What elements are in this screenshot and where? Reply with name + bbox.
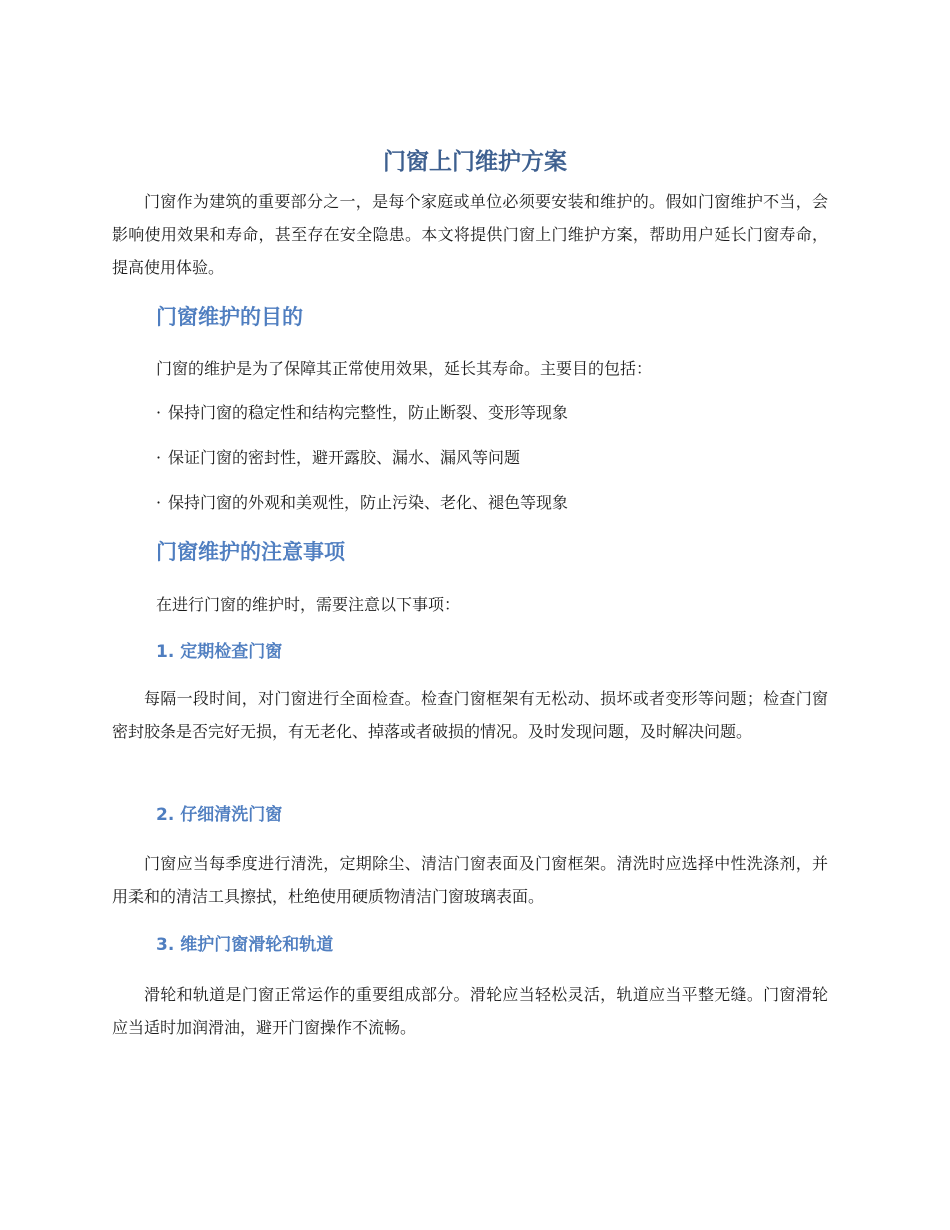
document-title: 门窗上门维护方案 — [383, 149, 567, 175]
bullet-item — [156, 401, 836, 425]
bullet-text: 保持门窗的稳定性和结构完整性，防止断裂、变形等现象 — [168, 403, 569, 422]
bullet-marker: · — [156, 493, 162, 512]
subsection-body-clean: 门窗应当每季度进行清洗，定期除尘、清洁门窗表面及门窗框架。清洗时应选择中性洗涤剂，并用柔和的清洁工具擦拭，杜绝使用硬质物清洁门窗玻璃表面。 — [112, 854, 828, 906]
bullet-marker: · — [156, 448, 162, 467]
precautions-lead-text: 在进行门窗的维护时，需要注意以下事项： — [156, 595, 461, 614]
intro-paragraph: 门窗作为建筑的重要部分之一，是每个家庭或单位必须要安装和维护的。假如门窗维护不当，会影响使用效果和寿命，甚至存在安全隐患。本文将提供门窗上门维护方案，帮助用户延长门窗寿命，提高使用体验。 — [112, 192, 828, 277]
subsection-heading-inspect: 1. 定期检查门窗 — [156, 642, 283, 662]
bullet-text: 保证门窗的密封性，避开露胶、漏水、漏风等问题 — [168, 448, 521, 467]
section-heading-purpose: 门窗维护的目的 — [156, 305, 303, 329]
bullet-item — [156, 491, 836, 515]
subsection-heading-pulley: 3. 维护门窗滑轮和轨道 — [156, 935, 334, 955]
subsection-body-pulley: 滑轮和轨道是门窗正常运作的重要组成部分。滑轮应当轻松灵活，轨道应当平整无缝。门窗滑轮应当适时加润滑油，避开门窗操作不流畅。 — [112, 985, 828, 1037]
bullet-item — [156, 446, 836, 470]
bullet-marker: · — [156, 403, 162, 422]
section-heading-precautions: 门窗维护的注意事项 — [156, 540, 345, 564]
subsection-body-inspect: 每隔一段时间，对门窗进行全面检查。检查门窗框架有无松动、损坏或者变形等问题；检查门窗密封胶条是否完好无损，有无老化、掉落或者破损的情况。及时发现问题，及时解决问题。 — [112, 689, 828, 741]
bullet-text: 保持门窗的外观和美观性，防止污染、老化、褪色等现象 — [168, 493, 569, 512]
subsection-heading-clean: 2. 仔细清洗门窗 — [156, 805, 283, 825]
purpose-lead-text: 门窗的维护是为了保障其正常使用效果，延长其寿命。主要目的包括： — [156, 359, 653, 378]
